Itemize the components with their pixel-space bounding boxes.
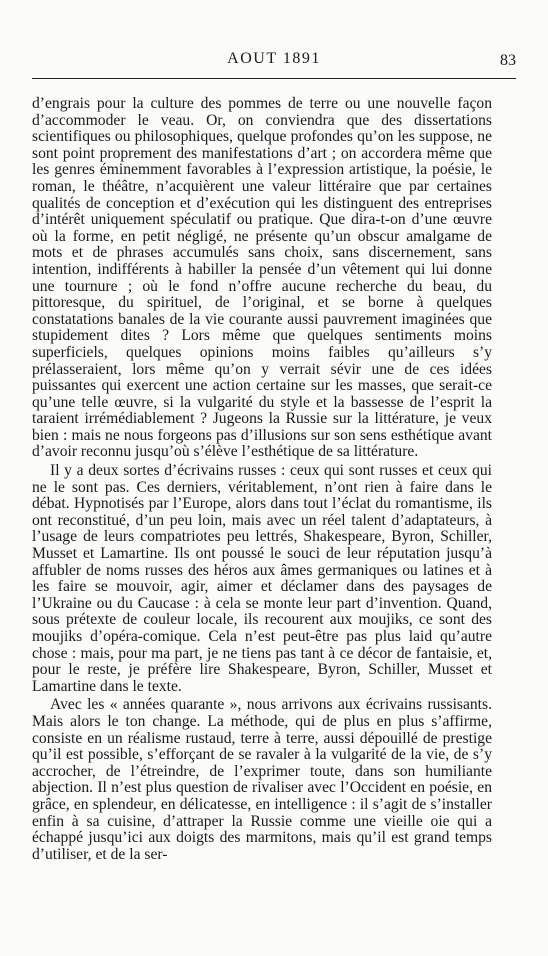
running-title: AOUT 1891 xyxy=(227,50,321,67)
page-number: 83 xyxy=(500,52,516,69)
paragraph: d’engrais pour la culture des pommes de terre ou une nouvelle façon d’accommoder le veau. Or, on conviendra que des dissertations scientifiques ou philosophiques, quelque profondes qu’on les suppose, ne sont point proprement des manifestations d’art ; on accordera même que les genres éminemment favorables à l’expression artistique, la poésie, le roman, le théâtre, n’acquièrent une valeur littéraire que par certaines qualités de conception et d’exécution qui les distinguent des entreprises d’intérêt uniquement spéculatif ou pratique. Que dira-t-on d’une œuvre où la forme, en petit négligé, ne présente qu’un obscur amalgame de mots et de phrases accumulés sans choix, sans discernement, sans intention, indifférents à habiller la pensée d’un vêtement qui lui donne une tournure ; où le fond n’offre aucune recherche du beau, du pittoresque, du spirituel, de l’original, et se borne à quelques constatations banales de la vie courante aussi pauvrement imaginées que stupidement dites ? Lors même que quelques sentiments moins superficiels, quelques opinions moins faibles qu’ailleurs s’y prélasseraient, lors même qu’on y verrait sévir une de ces idées puissantes qui exercent une action certaine sur les masses, que serait-ce qu’une telle œuvre, si la vulgarité du style et la bassesse de l’esprit la taraient irrémédiablement ? Jugeons la Russie sur la littérature, je veux bien : mais ne nous forgeons pas d’illusions sur son sens esthétique avant d’avoir reconnu jusqu’où s’élève l’esthétique de sa littérature. xyxy=(32,95,492,461)
paragraph: Avec les « années quarante », nous arrivons aux écrivains russisants. Mais alors le ton change. La méthode, qui de plus en plus s’affirme, consiste en un réalisme rustaud, terre à terre, aussi dépouillé de prestige qu’il est possible, s’efforçant de se ravaler à la vulgarité de la vie, de s’y accrocher, de l’étreindre, de l’exprimer toute, dans son humiliante abjection. Il n’est plus question de rivaliser avec l’Occident en poésie, en grâce, en splendeur, en délicatesse, en intelligence : il s’agit de s’installer enfin à sa cuisine, d’attraper la Russie comme une vieille oie qui a échappé jusqu’ici aux doigts des marmitons, mais qu’il est grand temps d’utiliser, et de la ser- xyxy=(32,696,492,863)
page-header xyxy=(32,50,516,74)
body-text xyxy=(32,96,492,863)
header-rule xyxy=(32,78,516,79)
paragraph: Il y a deux sortes d’écrivains russes : ceux qui sont russes et ceux qui ne le sont pas. Ces derniers, véritablement, n’ont rien à faire dans le débat. Hypnotisés par l’Europe, alors dans tout l’éclat du romantisme, ils ont reconstitué, d’un peu loin, mais avec un réel talent d’adaptateurs, à l’usage de leurs compatriotes peu lettrés, Shakespeare, Byron, Schiller, Musset et Lamartine. Ils ont poussé le souci de leur réputation jusqu’à affubler de noms russes des héros aux âmes germaniques ou latines et à les faire se mouvoir, agir, aimer et déclamer dans des paysages de l’Ukraine ou du Caucase : à cela se monte leur part d’invention. Quand, sous prétexte de couleur locale, ils recourent aux moujiks, ce sont des moujiks d’opéra-comique. Cela n’est peut-être pas plus laid qu’autre chose : mais, pour ma part, je ne tiens pas tant à ce décor de fantaisie, et, pour le reste, je préfère lire Shakespeare, Byron, Schiller, Musset et Lamartine dans le texte. xyxy=(32,462,492,695)
